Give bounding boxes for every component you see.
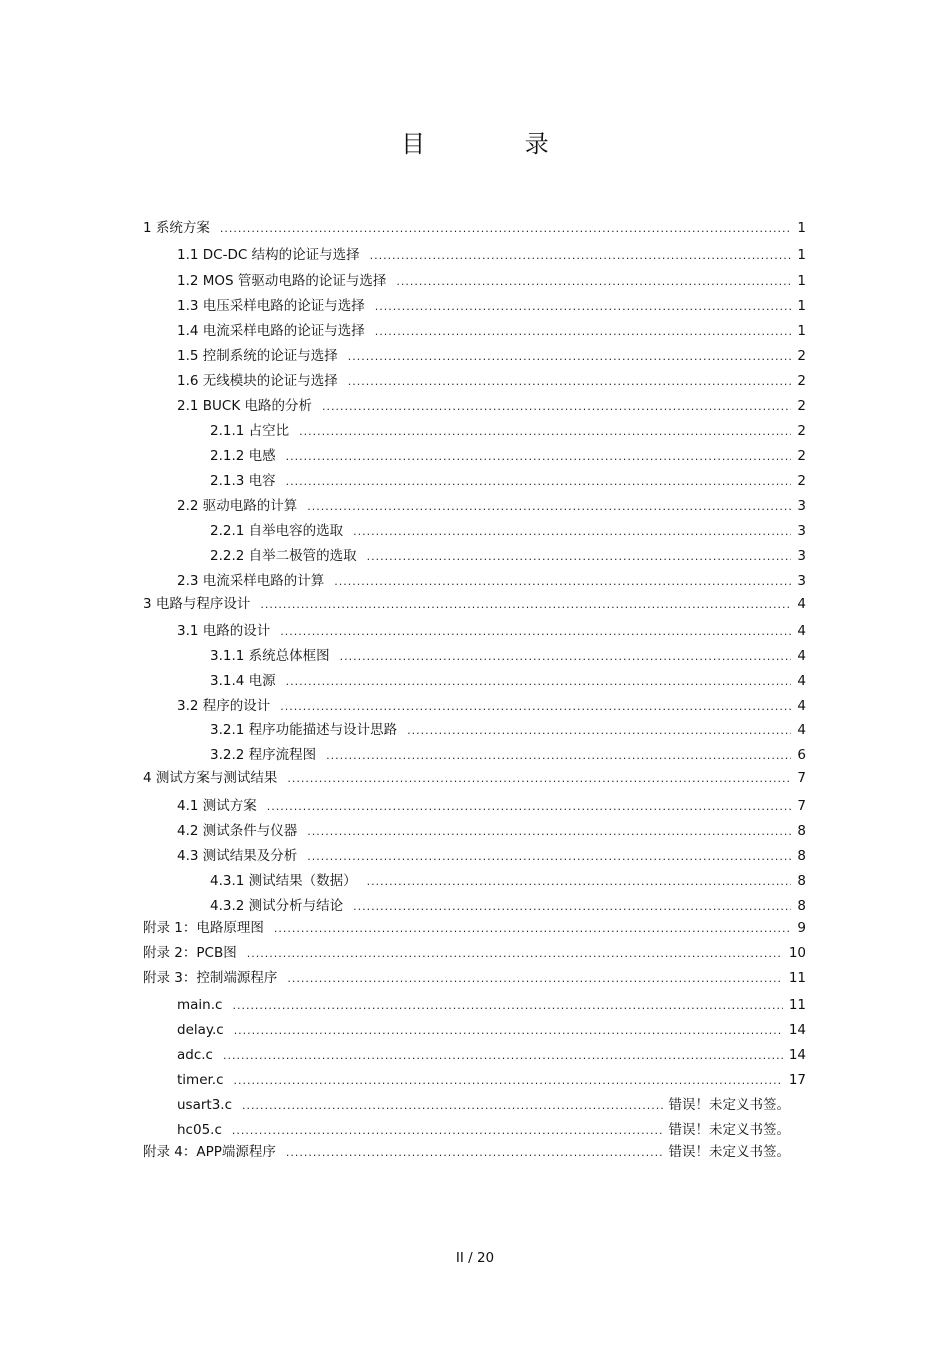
toc-entry-page-number: 7 bbox=[797, 770, 806, 786]
dot-leader bbox=[220, 219, 792, 239]
toc-entry-page-number: 8 bbox=[797, 848, 806, 864]
toc-entry-label: 3.2 程序的设计 bbox=[177, 698, 271, 714]
toc-entry-page-number: 10 bbox=[788, 945, 806, 961]
toc-entry[interactable] bbox=[177, 995, 806, 1015]
toc-entry[interactable] bbox=[210, 521, 806, 541]
toc-entry-page-number: 11 bbox=[788, 997, 806, 1013]
toc-entry[interactable] bbox=[210, 745, 806, 765]
toc-entry-label: 2.2.1 自举电容的选取 bbox=[210, 523, 344, 539]
dot-leader bbox=[232, 1121, 663, 1141]
dot-leader bbox=[307, 822, 791, 842]
toc-entry-page-number: 4 bbox=[797, 722, 806, 738]
dot-leader bbox=[286, 1143, 663, 1163]
toc-entry[interactable] bbox=[177, 321, 806, 341]
toc-entry[interactable] bbox=[177, 696, 806, 716]
toc-entry[interactable] bbox=[177, 621, 806, 641]
toc-entry[interactable] bbox=[210, 446, 806, 466]
toc-entry[interactable] bbox=[177, 396, 806, 416]
dot-leader bbox=[375, 322, 792, 342]
toc-entry-page-number: 17 bbox=[788, 1072, 806, 1088]
toc-entry-label: usart3.c bbox=[177, 1097, 233, 1113]
toc-entry-label: 1 系统方案 bbox=[143, 220, 210, 236]
toc-entry-page-number: 4 bbox=[797, 648, 806, 664]
toc-entry-label: 2.1.1 占空比 bbox=[210, 423, 290, 439]
toc-entry-page-number: 14 bbox=[788, 1022, 806, 1038]
toc-entry-label: 2.1.3 电容 bbox=[210, 473, 276, 489]
toc-entry[interactable] bbox=[210, 471, 806, 491]
toc-entry-page-number: 14 bbox=[788, 1047, 806, 1063]
toc-entry-page-number: 3 bbox=[797, 498, 806, 514]
toc-entry[interactable] bbox=[177, 821, 806, 841]
dot-leader bbox=[267, 797, 792, 817]
toc-entry[interactable] bbox=[177, 271, 806, 291]
toc-entry-label: 1.6 无线模块的论证与选择 bbox=[177, 373, 338, 389]
page-footer: II / 20 bbox=[455, 1250, 495, 1266]
toc-entry[interactable] bbox=[177, 1095, 790, 1115]
toc-entry-label: 2.1 BUCK 电路的分析 bbox=[177, 398, 312, 414]
toc-entry-label: 附录 3：控制端源程序 bbox=[143, 970, 278, 986]
dot-leader bbox=[348, 347, 792, 367]
toc-entry-label: 附录 2：PCB图 bbox=[143, 945, 237, 961]
toc-entry-page-number: 2 bbox=[797, 348, 806, 364]
toc-entry-label: timer.c bbox=[177, 1072, 224, 1088]
toc-entry-label: 1.3 电压采样电路的论证与选择 bbox=[177, 298, 365, 314]
toc-entry-label: delay.c bbox=[177, 1022, 224, 1038]
toc-entry-page-number: 2 bbox=[797, 423, 806, 439]
toc-entry[interactable] bbox=[177, 496, 806, 516]
dot-leader bbox=[242, 1096, 662, 1116]
dot-leader bbox=[286, 472, 792, 492]
toc-entry-page-number: 4 bbox=[797, 673, 806, 689]
toc-entry[interactable] bbox=[143, 968, 806, 988]
toc-entry[interactable] bbox=[143, 218, 806, 238]
toc-entry-page-number: 4 bbox=[797, 698, 806, 714]
toc-entry-page-number: 错误！未定义书签。 bbox=[668, 1122, 790, 1138]
toc-entry-page-number: 2 bbox=[797, 473, 806, 489]
toc-entry-label: 4.2 测试条件与仪器 bbox=[177, 823, 298, 839]
toc-entry-page-number: 4 bbox=[797, 596, 806, 612]
toc-entry-page-number: 9 bbox=[797, 920, 806, 936]
dot-leader bbox=[407, 721, 791, 741]
dot-leader bbox=[280, 622, 791, 642]
dot-leader bbox=[286, 672, 792, 692]
toc-entry[interactable] bbox=[143, 594, 806, 614]
toc-entry[interactable] bbox=[143, 1142, 790, 1162]
dot-leader bbox=[307, 497, 791, 517]
toc-entry-page-number: 2 bbox=[797, 373, 806, 389]
toc-entry-label: 附录 1：电路原理图 bbox=[143, 920, 264, 936]
dot-leader bbox=[234, 1021, 783, 1041]
toc-entry[interactable] bbox=[177, 1045, 806, 1065]
toc-entry[interactable] bbox=[177, 1120, 790, 1140]
toc-entry-page-number: 1 bbox=[797, 323, 806, 339]
toc-entry-page-number: 错误！未定义书签。 bbox=[668, 1097, 790, 1113]
toc-entry[interactable] bbox=[177, 245, 806, 265]
toc-entry-label: 4.1 测试方案 bbox=[177, 798, 257, 814]
dot-leader bbox=[247, 944, 783, 964]
toc-entry-page-number: 11 bbox=[788, 970, 806, 986]
toc-entry-label: 2.3 电流采样电路的计算 bbox=[177, 573, 325, 589]
toc-entry-page-number: 8 bbox=[797, 823, 806, 839]
toc-entry-page-number: 2 bbox=[797, 448, 806, 464]
toc-entry[interactable] bbox=[177, 846, 806, 866]
toc-entry[interactable] bbox=[210, 421, 806, 441]
toc-entry[interactable] bbox=[143, 768, 806, 788]
toc-entry-label: hc05.c bbox=[177, 1122, 222, 1138]
dot-leader bbox=[340, 647, 792, 667]
dot-leader bbox=[353, 897, 791, 917]
toc-entry[interactable] bbox=[177, 796, 806, 816]
dot-leader bbox=[299, 422, 791, 442]
dot-leader bbox=[396, 272, 791, 292]
dot-leader bbox=[367, 547, 792, 567]
toc-entry-page-number: 2 bbox=[797, 398, 806, 414]
toc-entry[interactable] bbox=[177, 571, 806, 591]
dot-leader bbox=[367, 872, 792, 892]
toc-entry-label: main.c bbox=[177, 997, 223, 1013]
toc-entry-label: 3.1.1 系统总体框图 bbox=[210, 648, 330, 664]
toc-entry[interactable] bbox=[210, 671, 806, 691]
dot-leader bbox=[375, 297, 792, 317]
toc-entry[interactable] bbox=[177, 371, 806, 391]
dot-leader bbox=[322, 397, 791, 417]
dot-leader bbox=[260, 595, 791, 615]
toc-entry-label: 1.5 控制系统的论证与选择 bbox=[177, 348, 338, 364]
toc-entry-page-number: 6 bbox=[797, 747, 806, 763]
dot-leader bbox=[334, 572, 791, 592]
toc-entry-label: 2.2 驱动电路的计算 bbox=[177, 498, 298, 514]
toc-entry-label: 4.3.1 测试结果（数据） bbox=[210, 873, 357, 889]
toc-entry-page-number: 1 bbox=[797, 273, 806, 289]
dot-leader bbox=[286, 447, 792, 467]
toc-entry[interactable] bbox=[177, 1020, 806, 1040]
toc-entry-label: adc.c bbox=[177, 1047, 213, 1063]
toc-entry-label: 3.2.1 程序功能描述与设计思路 bbox=[210, 722, 398, 738]
toc-entry-page-number: 3 bbox=[797, 548, 806, 564]
toc-entry-page-number: 1 bbox=[797, 220, 806, 236]
toc-entry-page-number: 4 bbox=[797, 623, 806, 639]
toc-entry-page-number: 8 bbox=[797, 873, 806, 889]
toc-entry[interactable] bbox=[210, 720, 806, 740]
toc-entry-page-number: 错误！未定义书签。 bbox=[668, 1144, 790, 1160]
toc-entry[interactable] bbox=[210, 871, 806, 891]
toc-entry-label: 4 测试方案与测试结果 bbox=[143, 770, 278, 786]
toc-entry-label: 附录 4：APP端源程序 bbox=[143, 1144, 276, 1160]
dot-leader bbox=[370, 246, 792, 266]
page-title: 目 录 bbox=[401, 130, 595, 158]
dot-leader bbox=[353, 522, 791, 542]
toc-entry[interactable] bbox=[177, 1070, 806, 1090]
dot-leader bbox=[223, 1046, 783, 1066]
toc-entry-label: 1.2 MOS 管驱动电路的论证与选择 bbox=[177, 273, 387, 289]
toc-entry[interactable] bbox=[143, 918, 806, 938]
toc-entry[interactable] bbox=[177, 346, 806, 366]
toc-entry-page-number: 8 bbox=[797, 898, 806, 914]
toc-entry[interactable] bbox=[210, 646, 806, 666]
toc-entry-label: 3 电路与程序设计 bbox=[143, 596, 251, 612]
dot-leader bbox=[287, 969, 782, 989]
toc-entry-page-number: 1 bbox=[797, 247, 806, 263]
toc-entry-page-number: 3 bbox=[797, 573, 806, 589]
dot-leader bbox=[280, 697, 791, 717]
toc-entry-label: 1.4 电流采样电路的论证与选择 bbox=[177, 323, 365, 339]
toc-entry-page-number: 3 bbox=[797, 523, 806, 539]
toc-entry[interactable] bbox=[210, 546, 806, 566]
dot-leader bbox=[287, 769, 791, 789]
dot-leader bbox=[348, 372, 792, 392]
toc-entry-page-number: 1 bbox=[797, 298, 806, 314]
toc-entry-label: 3.2.2 程序流程图 bbox=[210, 747, 317, 763]
toc-entry-label: 1.1 DC-DC 结构的论证与选择 bbox=[177, 247, 360, 263]
toc-entry-label: 4.3.2 测试分析与结论 bbox=[210, 898, 344, 914]
toc-entry-label: 4.3 测试结果及分析 bbox=[177, 848, 298, 864]
dot-leader bbox=[307, 847, 791, 867]
toc-entry[interactable] bbox=[143, 943, 806, 963]
toc-entry-label: 2.2.2 自举二极管的选取 bbox=[210, 548, 357, 564]
dot-leader bbox=[274, 919, 792, 939]
toc-entry-page-number: 7 bbox=[797, 798, 806, 814]
dot-leader bbox=[234, 1071, 783, 1091]
toc-entry-label: 2.1.2 电感 bbox=[210, 448, 276, 464]
toc-entry-label: 3.1.4 电源 bbox=[210, 673, 276, 689]
toc-entry[interactable] bbox=[210, 896, 806, 916]
toc-entry-label: 3.1 电路的设计 bbox=[177, 623, 271, 639]
toc-entry[interactable] bbox=[177, 296, 806, 316]
dot-leader bbox=[232, 996, 782, 1016]
dot-leader bbox=[326, 746, 791, 766]
